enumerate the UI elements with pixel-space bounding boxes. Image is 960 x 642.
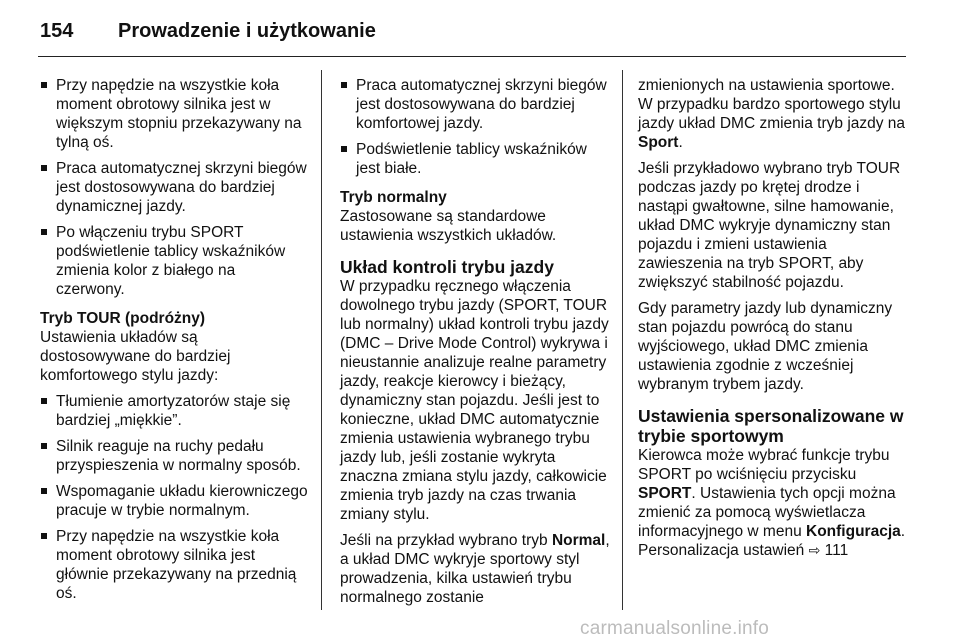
header-rule (38, 56, 906, 57)
paragraph: Jeśli przykładowo wybrano tryb TOUR podczas jazdy po krętej drodze i nastąpi gwałtowne, silne hamowanie, układ DMC wykryje dynamiczny stan pojazdu i zmieni ustawienia zawieszenia na tryb SPORT, aby zwiększyć stabilność pojazdu. (638, 160, 901, 291)
bullet-item: Silnik reaguje na ruchy pedału przyspieszenia w normalny sposób. (40, 437, 308, 475)
column-divider (622, 70, 623, 610)
text-run: Jeśli na przykład wybrano tryb (340, 532, 548, 549)
page-title: Prowadzenie i użytkowanie (118, 20, 376, 42)
bullet-item: Przy napędzie na wszystkie koła moment obrotowy silnika jest w większym stopniu przekazywany na tylną oś. (40, 76, 308, 152)
column-3 (638, 76, 910, 567)
bold-term: Sport (638, 134, 679, 151)
paragraph (638, 76, 910, 152)
text-run: . Ustawienia tych opcji można zmienić za pomocą wyświetlacza informacyjnego w menu (638, 485, 896, 540)
bullet-item: Praca automatycznej skrzyni biegów jest dostosowywana do bardziej komfortowej jazdy. (340, 76, 612, 133)
paragraph: Ustawienia układów są dostosowywane do bardziej komfortowego stylu jazdy: (40, 329, 231, 384)
bold-term: Normal (551, 532, 606, 549)
page-number: 154 (40, 20, 74, 42)
paragraph (638, 446, 910, 560)
text-run: . (678, 134, 683, 151)
bullet-item: Przy napędzie na wszystkie koła moment obrotowy silnika jest głównie przekazywany na przednią oś. (40, 527, 308, 603)
bold-term: SPORT (638, 485, 692, 502)
section-heading: Tryb normalny (340, 189, 447, 206)
bullet-item: Po włączeniu trybu SPORT podświetlenie tablicy wskaźników zmienia kolor z białego na czerwony. (40, 223, 308, 299)
paragraph (340, 531, 612, 607)
text-run: zmienionych na ustawienia sportowe. W przypadku bardzo sportowego stylu jazdy układ DMC zmienia tryb jazdy na (638, 77, 906, 132)
section-heading-large: Ustawienia spersonalizowane w trybie sportowym (638, 406, 904, 446)
page-reference-arrow-icon: ⇨ (808, 542, 821, 558)
bullet-item: Tłumienie amortyzatorów staje się bardziej „miękkie”. (40, 392, 308, 430)
bold-term: Konfiguracja (806, 523, 901, 540)
bullet-item: Wspomaganie układu kierowniczego pracuje w trybie normalnym. (40, 482, 308, 520)
paragraph: W przypadku ręcznego włączenia dowolnego trybu jazdy (SPORT, TOUR lub normalny) układ kontroli trybu jazdy (DMC – Drive Mode Control) wykrywa i nieustannie analizuje realne parametry jazdy, reakcje kierowcy i bieżący, dynamiczny stan pojazdu. Jeśli jest to konieczne, układ DMC automatycznie zmienia ustawienia wybranego trybu jazdy lub, jeśli zostanie wykryta znaczna zmiana stylu jazdy, całkowicie zmienia tryb jazdy na czas trwania zmiany stylu. (340, 278, 609, 523)
page-reference-link[interactable]: 111 (824, 542, 849, 559)
paragraph: Zastosowane są standardowe ustawienia wszystkich układów. (340, 208, 557, 244)
page-header (0, 0, 960, 60)
column-1 (40, 76, 308, 610)
section-heading: Tryb TOUR (podróżny) (40, 310, 206, 327)
section-heading-large: Układ kontroli trybu jazdy (340, 257, 554, 277)
paragraph: Gdy parametry jazdy lub dynamiczny stan pojazdu powrócą do stanu wyjściowego, układ DMC zmienia ustawienia zgodnie z wcześniej wybranym trybem jazdy. (638, 300, 893, 393)
column-divider (321, 70, 322, 610)
column-2 (340, 76, 612, 614)
text-run: Kierowca może wybrać funkcje trybu SPORT po wciśnięciu przycisku (638, 447, 890, 483)
text-run: . Personalizacja ustawień (638, 523, 906, 559)
bullet-item: Podświetlenie tablicy wskaźników jest białe. (340, 140, 612, 178)
bullet-item: Praca automatycznej skrzyni biegów jest dostosowywana do bardziej dynamicznej jazdy. (40, 159, 308, 216)
text-run: , a układ DMC wykryje sportowy styl prowadzenia, kilka ustawień trybu normalnego zostanie (340, 532, 610, 606)
watermark: carmanualsonline.info (580, 618, 770, 639)
